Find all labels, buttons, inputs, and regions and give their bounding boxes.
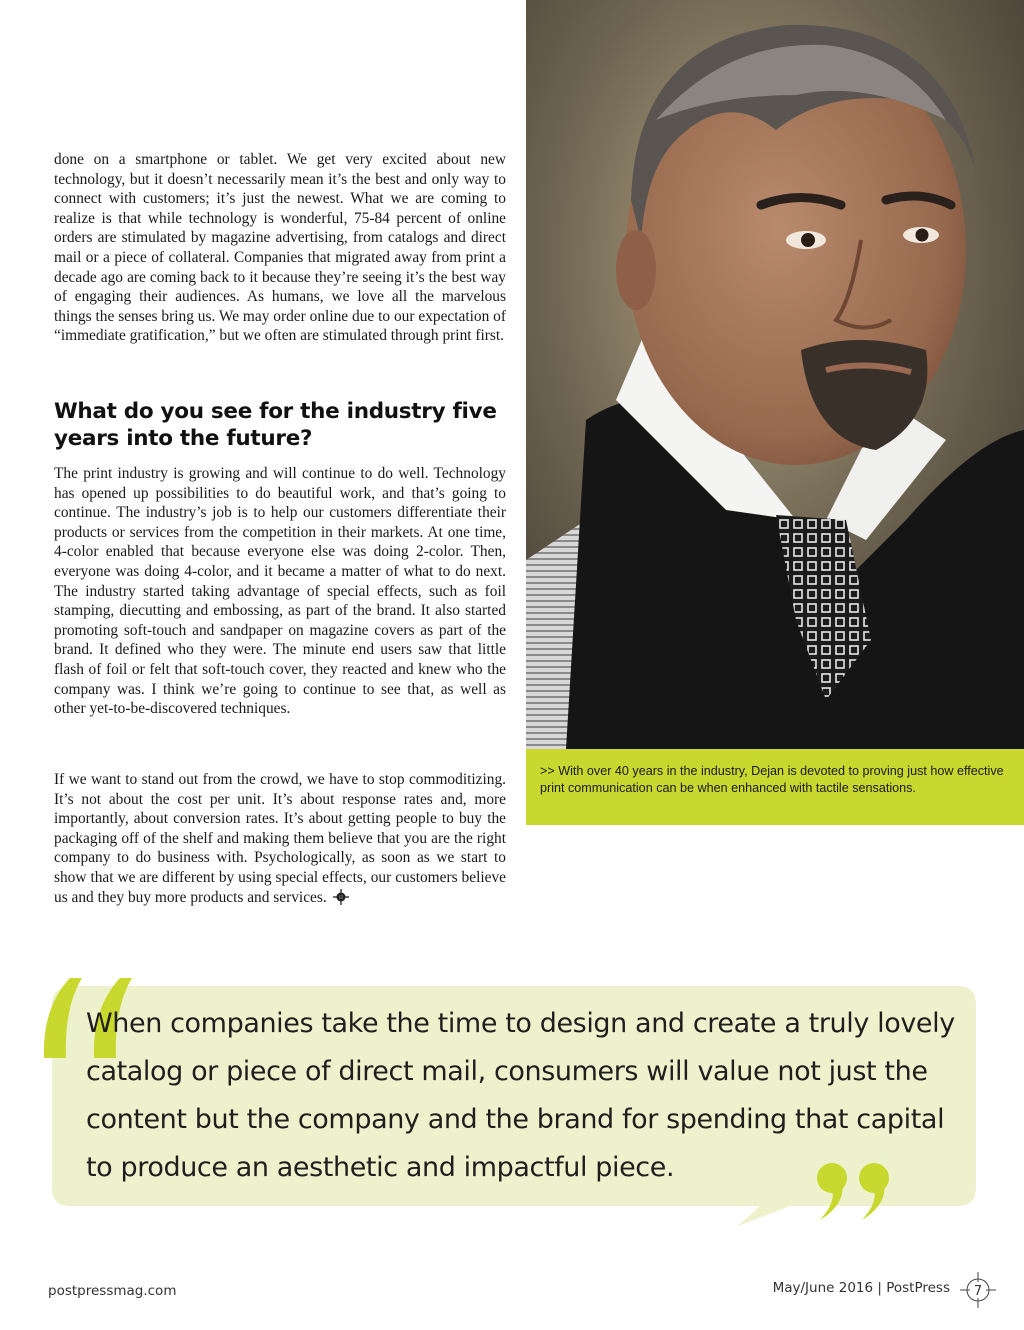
footer-website: postpressmag.com [48, 1283, 177, 1299]
pull-quote-text: When companies take the time to design and create a truly lovely catalog or piece of direct mail, consumers will value not just the content but the company and the brand for spending that capital to produce an aesthetic and impactful piece. [86, 1008, 955, 1183]
body-paragraph-2: The print industry is growing and will continue to do well. Technology has opened up possibilities to do beautiful work, and that’s going to continue. The industry’s job is to help our customers differentiate their products or services from the competition in their markets. At one time, 4-color enabled that because everyone else was doing 2-color. Then, everyone was doing 4-color, and it became a matter of what to do next. The industry started taking advantage of special effects, such as foil stamping, diecutting and embossing, as part of the brand. It also started promoting soft-touch and sandpaper on magazine covers as part of the brand. It defined who they were. The minute end users saw that little flash of foil or felt that soft-touch cover, they reacted and knew who the company was. I think we’re going to continue to see that, as well as other yet-to-be-discovered techniques. [54, 465, 506, 718]
body-paragraph-1: done on a smartphone or tablet. We get very excited about new technology, but it doesn’t necessarily mean it’s the best and only way to connect with customers; it’s just the newest. What we are coming to realize is that while technology is wonderful, 75-84 percent of online orders are stimulated by magazine advertising, from catalogs and direct mail or a piece of collateral. Companies that migrated away from print a decade ago are coming back to it because they’re seeing it’s the best way of engaging their audiences. As humans, we love all the marvelous things the senses bring us. We may order online due to our expectation of “immediate gratification,” but we often are stimulated through print first. [54, 151, 506, 345]
end-of-article-icon [333, 889, 349, 905]
portrait-photo [526, 0, 1024, 749]
page-number-badge [958, 1270, 998, 1310]
section-heading: What do you see for the industry five years into the future? [54, 399, 497, 451]
page-number: 7 [973, 1284, 983, 1299]
footer-issue: May/June 2016 | PostPress [772, 1280, 950, 1296]
body-paragraph-3-text: If we want to stand out from the crowd, we have to stop commoditizing. It’s not about the cost per unit. It’s about response rates and, more importantly, about conversion rates. It’s about getting people to buy the packaging off of the shelf and making them believe that you are the right company to do business with. Psychologically, as soon as we start to show that we are different by using special effects, our customers believe us and they buy more products and services. [54, 771, 506, 906]
portrait-illustration [526, 0, 1024, 749]
body-paragraph-3 [54, 770, 506, 907]
photo-caption: >> With over 40 years in the industry, Dejan is devoted to proving just how effective print communication can be when enhanced with tactile sensations. [540, 764, 1004, 795]
